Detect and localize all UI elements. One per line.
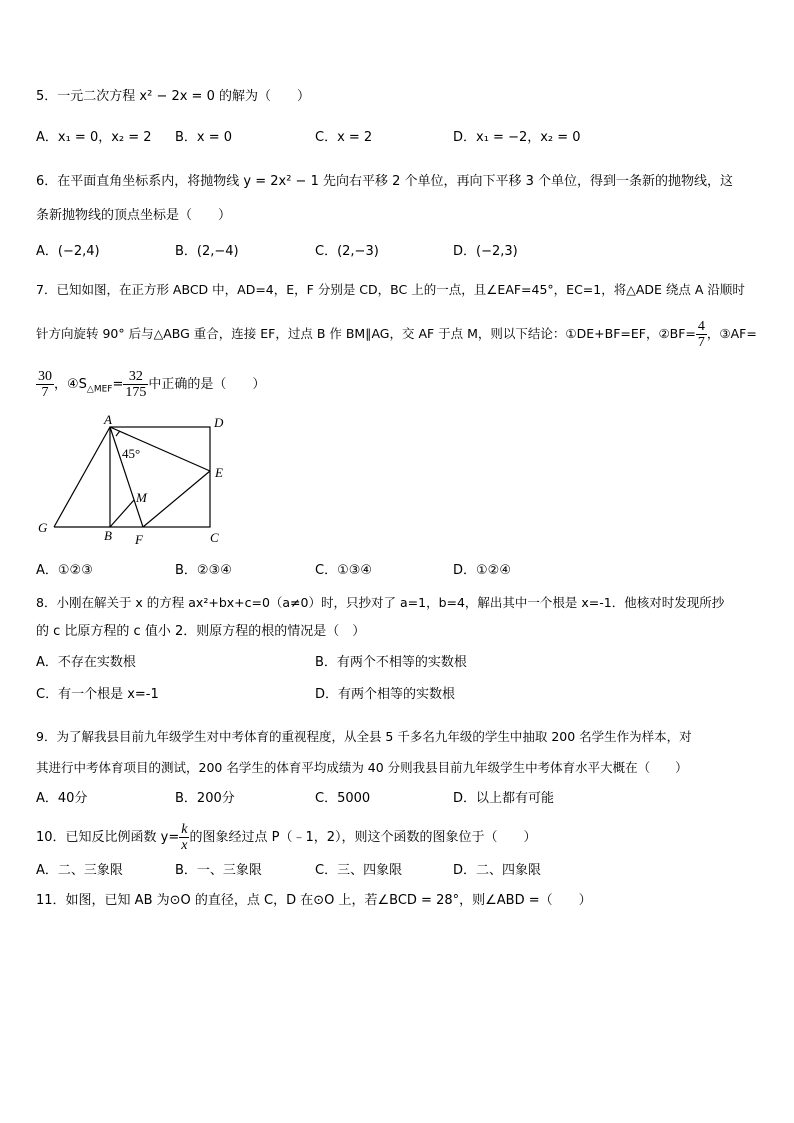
q9-option-b: B．200分 [175,791,235,806]
q8-option-a: A．不存在实数根 [36,655,136,670]
label-e: E [215,465,223,480]
q7-line2-end: ，③AF= [706,326,757,341]
q7-line3-eq: = [112,377,124,392]
q5-option-c: C．x = 2 [315,130,373,145]
q9-line1: 9．为了解我县目前九年级学生对中考体育的重视程度，从全县 5 千多名九年级的学生中抽取 200 名学生作为样本，对 [36,729,692,744]
q9-option-c: C．5000 [315,791,371,806]
label-d: D [214,415,224,430]
q7-option-d: D．①②④ [453,563,511,578]
q7-line1: 7．已知如图，在正方形 ABCD 中，AD=4，E，F 分别是 CD，BC 上的一点，且∠EAF=45°，EC=1，将△ADE 绕点 A 沿顺时 [36,282,745,297]
q7-s-fraction [123,369,148,400]
q7-af-numerator: 30 [38,369,52,384]
q6-option-b: B．(2,−4) [175,244,239,259]
q7-line2-text: 针方向旋转 90° 后与△ABG 重合，连接 EF，过点 B 作 BM∥AG，交 AF 于点 M，则以下结论：①DE+BF=EF，②BF= [36,326,696,341]
q6-option-c: C．(2,−3) [315,244,379,259]
q7-s-numerator: 32 [123,369,148,385]
q9-line2: 其进行中考体育项目的测试，200 名学生的体育平均成绩为 40 分则我县目前九年级学生中考体育水平大概在（ ） [36,760,688,775]
q7-geometry-figure [30,410,240,550]
q5-stem: 5．一元二次方程 x² − 2x = 0 的解为（ ） [36,89,310,104]
q7-af-fraction [36,369,54,400]
q10-denominator: x [181,838,188,853]
q7-line2 [36,319,757,350]
q10-stem [36,822,537,853]
q10-option-d: D．二、四象限 [453,863,542,878]
label-a: A [104,412,112,427]
q7-option-a: A．①②③ [36,563,93,578]
q7-af-denominator: 7 [41,385,49,400]
angle-arc [116,431,120,436]
q6-option-a: A．(−2,4) [36,244,100,259]
q5-option-b: B．x = 0 [175,130,233,145]
label-g: G [38,520,48,535]
label-angle-45: 45° [122,446,141,461]
q7-option-c: C．①③④ [315,563,373,578]
q7-s-denominator: 175 [125,385,147,400]
q10-post: 的图象经过点 P（﹣1，2），则这个函数的图象位于（ ） [189,830,537,845]
q5-option-d: D．x₁ = −2，x₂ = 0 [453,130,581,145]
segment-bm [110,500,134,527]
label-f: F [135,532,143,547]
label-b: B [104,528,112,543]
square-abcd [110,427,210,527]
q8-line2: 的 c 比原方程的 c 值小 2．则原方程的根的情况是（ ） [36,624,366,639]
q6-line2: 条新抛物线的顶点坐标是（ ） [36,208,232,223]
q7-line3-sub: △MEF [86,384,113,395]
q10-option-b: B．一、三象限 [175,863,262,878]
q8-option-b: B．有两个不相等的实数根 [315,655,467,670]
segment-ag [54,427,110,527]
q7-option-b: B．②③④ [175,563,232,578]
segment-ef [143,471,210,527]
q10-option-a: A．二、三象限 [36,863,123,878]
q8-line1: 8．小刚在解关于 x 的方程 ax²+bx+c=0（a≠0）时，只抄对了 a=1，b=4，解出其中一个根是 x=-1．他核对时发现所抄 [36,595,725,610]
q8-option-d: D．有两个相等的实数根 [315,687,456,702]
q10-numerator: k [181,822,188,837]
q9-option-d: D．以上都有可能 [453,791,555,806]
label-m: M [136,490,147,505]
segment-af [110,427,143,527]
q10-pre: 10．已知反比例函数 y= [36,830,180,845]
q8-option-c: C．有一个根是 x=-1 [36,687,159,702]
q7-line3-end: 中正确的是（ ） [148,377,266,392]
q5-option-a: A．x₁ = 0，x₂ = 2 [36,130,152,145]
q6-line1: 6．在平面直角坐标系内，将抛物线 y = 2x² − 1 先向右平移 2 个单位，再向下平移 3 个单位，得到一条新的抛物线，这 [36,174,734,189]
q11-stem: 11．如图，已知 AB 为⊙O 的直径，点 C，D 在⊙O 上，若∠BCD = 28°，则∠ABD =（ ） [36,893,592,908]
label-c: C [210,530,219,545]
q7-line3 [36,369,265,400]
q7-bf-numerator: 4 [697,319,705,334]
q7-bf-denominator: 7 [697,335,705,350]
q10-option-c: C．三、四象限 [315,863,403,878]
q7-line3-mid: ，④S [54,377,87,392]
q9-option-a: A．40分 [36,791,88,806]
q6-option-d: D．(−2,3) [453,244,518,259]
q10-fraction [179,822,189,853]
q7-bf-fraction [696,319,707,350]
